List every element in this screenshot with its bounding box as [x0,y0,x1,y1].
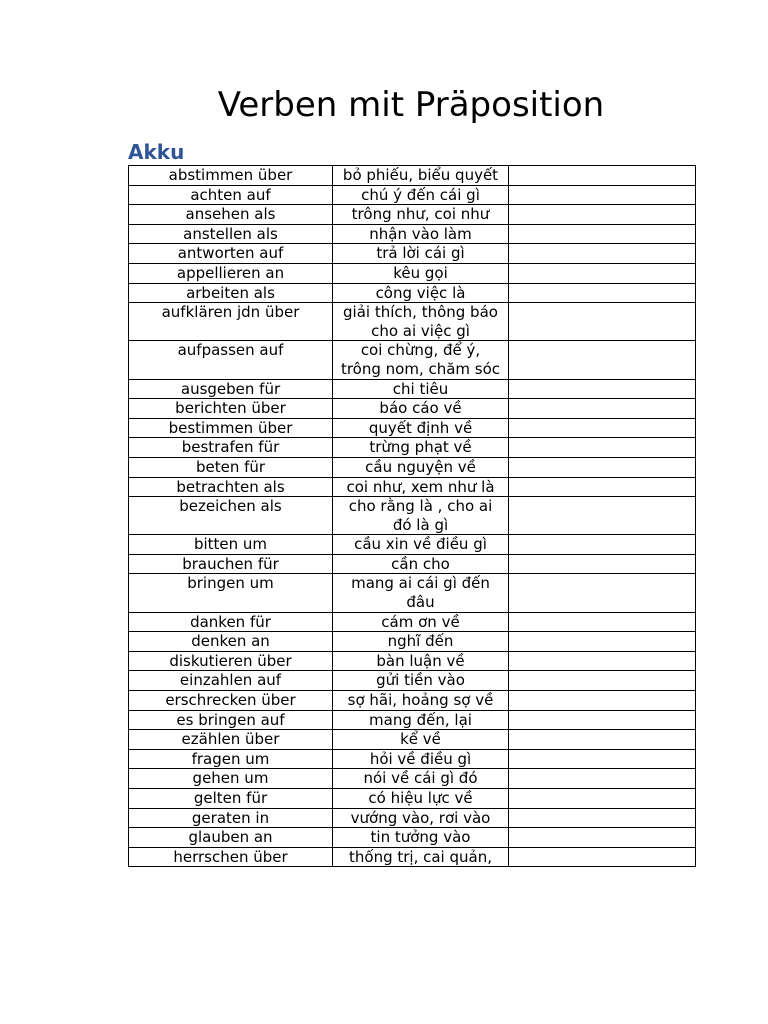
table-row [129,418,696,438]
vietnamese-meaning-cell: chú ý đến cái gì [333,185,509,205]
empty-note-cell [509,303,696,341]
german-verb-cell: herrschen über [129,847,333,867]
table-row [129,185,696,205]
table-row [129,808,696,828]
german-verb-cell: gehen um [129,769,333,789]
empty-note-cell [509,263,696,283]
table-row [129,341,696,379]
vietnamese-meaning-cell: coi chừng, để ý, trông nom, chăm sóc [333,341,509,379]
german-verb-cell: brauchen für [129,554,333,574]
german-verb-cell: geraten in [129,808,333,828]
vietnamese-meaning-cell: báo cáo về [333,399,509,419]
german-verb-cell: danken für [129,612,333,632]
vietnamese-meaning-cell: thống trị, cai quản, [333,847,509,867]
table-row [129,457,696,477]
vietnamese-meaning-cell: sợ hãi, hoảng sợ về [333,691,509,711]
empty-note-cell [509,612,696,632]
table-row [129,535,696,555]
german-verb-cell: glauben an [129,828,333,848]
vietnamese-meaning-cell: vướng vào, rơi vào [333,808,509,828]
vietnamese-meaning-cell: cho rằng là , cho ai đó là gì [333,497,509,535]
vietnamese-meaning-cell: bàn luận về [333,651,509,671]
table-row [129,730,696,750]
vietnamese-meaning-cell: chi tiêu [333,379,509,399]
table-row [129,612,696,632]
empty-note-cell [509,477,696,497]
empty-note-cell [509,730,696,750]
section-heading: Akku [128,140,185,164]
table-row [129,828,696,848]
german-verb-cell: fragen um [129,749,333,769]
table-row [129,303,696,341]
german-verb-cell: bezeichen als [129,497,333,535]
table-row [129,651,696,671]
empty-note-cell [509,789,696,809]
vietnamese-meaning-cell: coi như, xem như là [333,477,509,497]
empty-note-cell [509,847,696,867]
empty-note-cell [509,379,696,399]
vietnamese-meaning-cell: quyết định về [333,418,509,438]
german-verb-cell: erschrecken über [129,691,333,711]
table-row [129,554,696,574]
german-verb-cell: bestrafen für [129,438,333,458]
german-verb-cell: ansehen als [129,205,333,225]
german-verb-cell: ausgeben für [129,379,333,399]
table-row [129,574,696,612]
table-row [129,847,696,867]
german-verb-cell: aufpassen auf [129,341,333,379]
table-row [129,399,696,419]
vietnamese-meaning-cell: có hiệu lực về [333,789,509,809]
vietnamese-meaning-cell: hỏi về điều gì [333,749,509,769]
german-verb-cell: bringen um [129,574,333,612]
table-row [129,205,696,225]
empty-note-cell [509,399,696,419]
german-verb-cell: berichten über [129,399,333,419]
empty-note-cell [509,535,696,555]
empty-note-cell [509,205,696,225]
table-row [129,749,696,769]
german-verb-cell: denken an [129,632,333,652]
german-verb-cell: anstellen als [129,224,333,244]
vietnamese-meaning-cell: nói về cái gì đó [333,769,509,789]
table-row [129,671,696,691]
empty-note-cell [509,418,696,438]
vietnamese-meaning-cell: cầu nguyện về [333,457,509,477]
table-row [129,263,696,283]
document-title: Verben mit Präposition [217,85,605,125]
german-verb-cell: ezählen über [129,730,333,750]
german-verb-cell: bestimmen über [129,418,333,438]
empty-note-cell [509,283,696,303]
empty-note-cell [509,710,696,730]
german-verb-cell: es bringen auf [129,710,333,730]
empty-note-cell [509,554,696,574]
vietnamese-meaning-cell: giải thích, thông báo cho ai việc gì [333,303,509,341]
table-row [129,497,696,535]
vocabulary-table-body [129,166,696,867]
german-verb-cell: aufklären jdn über [129,303,333,341]
table-row [129,477,696,497]
empty-note-cell [509,341,696,379]
vietnamese-meaning-cell: trừng phạt về [333,438,509,458]
empty-note-cell [509,808,696,828]
vietnamese-meaning-cell: mang đến, lại [333,710,509,730]
german-verb-cell: antworten auf [129,244,333,264]
vietnamese-meaning-cell: công việc là [333,283,509,303]
vietnamese-meaning-cell: trả lời cái gì [333,244,509,264]
vietnamese-meaning-cell: bỏ phiếu, biểu quyết [333,166,509,186]
table-row [129,283,696,303]
vietnamese-meaning-cell: mang ai cái gì đến đâu [333,574,509,612]
german-verb-cell: betrachten als [129,477,333,497]
table-row [129,691,696,711]
empty-note-cell [509,749,696,769]
table-row [129,789,696,809]
vietnamese-meaning-cell: kể về [333,730,509,750]
empty-note-cell [509,244,696,264]
vocabulary-table [128,165,696,867]
empty-note-cell [509,651,696,671]
empty-note-cell [509,497,696,535]
vietnamese-meaning-cell: nghĩ đến [333,632,509,652]
empty-note-cell [509,769,696,789]
empty-note-cell [509,671,696,691]
vietnamese-meaning-cell: tin tưởng vào [333,828,509,848]
table-row [129,244,696,264]
german-verb-cell: arbeiten als [129,283,333,303]
empty-note-cell [509,185,696,205]
vietnamese-meaning-cell: cần cho [333,554,509,574]
table-row [129,438,696,458]
empty-note-cell [509,828,696,848]
table-row [129,166,696,186]
vietnamese-meaning-cell: gửi tiền vào [333,671,509,691]
empty-note-cell [509,224,696,244]
empty-note-cell [509,457,696,477]
vietnamese-meaning-cell: cầu xin về điều gì [333,535,509,555]
german-verb-cell: diskutieren über [129,651,333,671]
vietnamese-meaning-cell: kêu gọi [333,263,509,283]
table-row [129,379,696,399]
vietnamese-meaning-cell: nhận vào làm [333,224,509,244]
vietnamese-meaning-cell: cám ơn về [333,612,509,632]
vietnamese-meaning-cell: trông như, coi như [333,205,509,225]
table-row [129,632,696,652]
german-verb-cell: einzahlen auf [129,671,333,691]
german-verb-cell: achten auf [129,185,333,205]
empty-note-cell [509,691,696,711]
empty-note-cell [509,574,696,612]
table-row [129,769,696,789]
german-verb-cell: gelten für [129,789,333,809]
german-verb-cell: appellieren an [129,263,333,283]
german-verb-cell: abstimmen über [129,166,333,186]
empty-note-cell [509,166,696,186]
german-verb-cell: bitten um [129,535,333,555]
german-verb-cell: beten für [129,457,333,477]
empty-note-cell [509,438,696,458]
empty-note-cell [509,632,696,652]
table-row [129,710,696,730]
table-row [129,224,696,244]
